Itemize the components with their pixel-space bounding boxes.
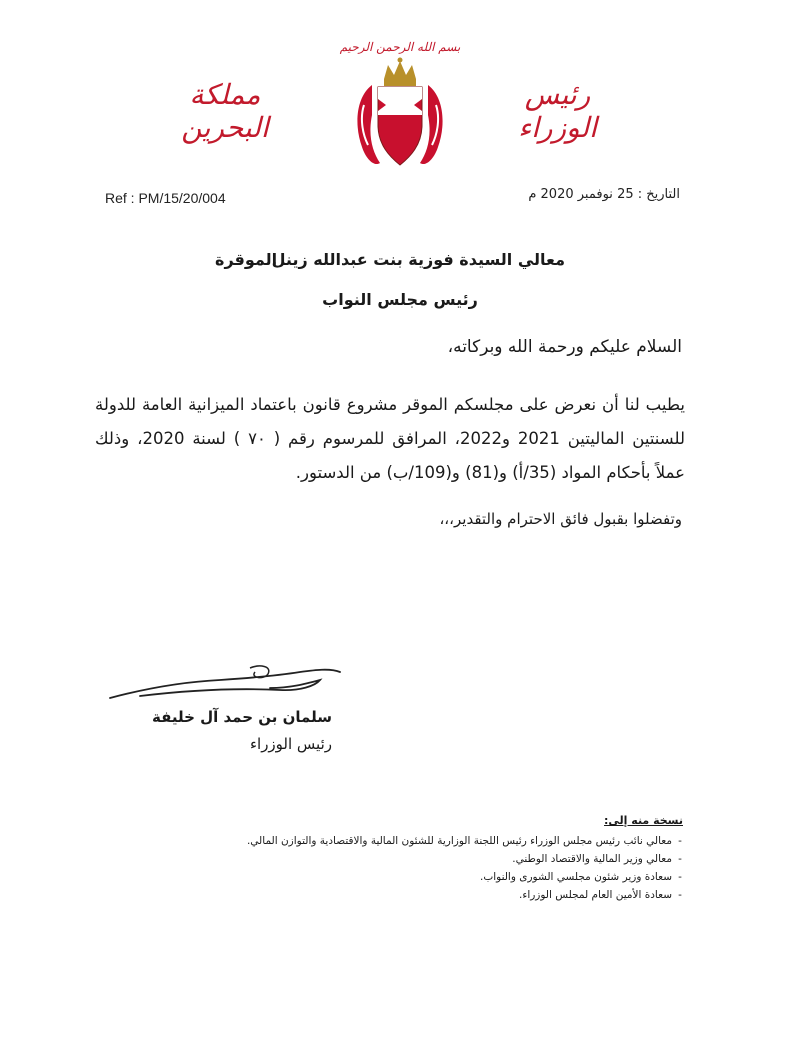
bahrain-coat-of-arms-icon: [350, 55, 450, 173]
signatory-title: رئيس الوزراء: [249, 735, 332, 753]
copies-list-item: -سعادة الأمين العام لمجلس الوزراء.: [519, 889, 682, 901]
basmala: بسم الله الرحمن الرحيم: [339, 40, 461, 54]
body-paragraph: يطيب لنا أن نعرض على مجلسكم الموقر مشروع قانون باعتماد الميزانية العامة للدولة للسنتين الماليتين 2021 و2022، المرافق للمرسوم رقم ( ٧٠ ) لسنة 2020، وذلك عملاً بأحكام المواد (35/أ) و(81) و(109/ب) من الدستور.: [95, 395, 685, 482]
copies-list-item: -سعادة وزير شئون مجلسي الشورى والنواب.: [480, 871, 682, 883]
copies-heading: نسخة منه إلى:: [604, 814, 683, 827]
addressee-honorific: الموقرة: [215, 250, 278, 269]
signatory-name: سلمان بن حمد آل خليفة: [151, 708, 332, 726]
addressee-name: معالي السيدة فوزية بنت عبدالله زينل: [271, 250, 565, 269]
letter-date: التاريخ : 25 نوفمبر 2020 م: [528, 187, 680, 202]
addressee-title: رئيس مجلس النواب: [322, 290, 478, 309]
greeting: السلام عليكم ورحمة الله وبركاته،: [447, 337, 682, 357]
reference-number: Ref : PM/15/20/004: [105, 190, 226, 206]
copies-list-item: -معالي وزير المالية والاقتصاد الوطني.: [512, 853, 682, 865]
copies-list: [247, 832, 688, 904]
handwritten-signature: [100, 660, 350, 708]
closing-line: وتفضلوا بقبول فائق الاحترام والتقدير،،،: [439, 510, 682, 528]
office-title: رئيس الوزراء: [518, 78, 597, 144]
copies-list-item: -معالي نائب رئيس مجلس الوزراء رئيس اللجنة الوزارية للشئون المالية والاقتصادية والتوازن المالي.: [246, 835, 682, 847]
kingdom-name: مملكة البحرين: [181, 78, 269, 144]
